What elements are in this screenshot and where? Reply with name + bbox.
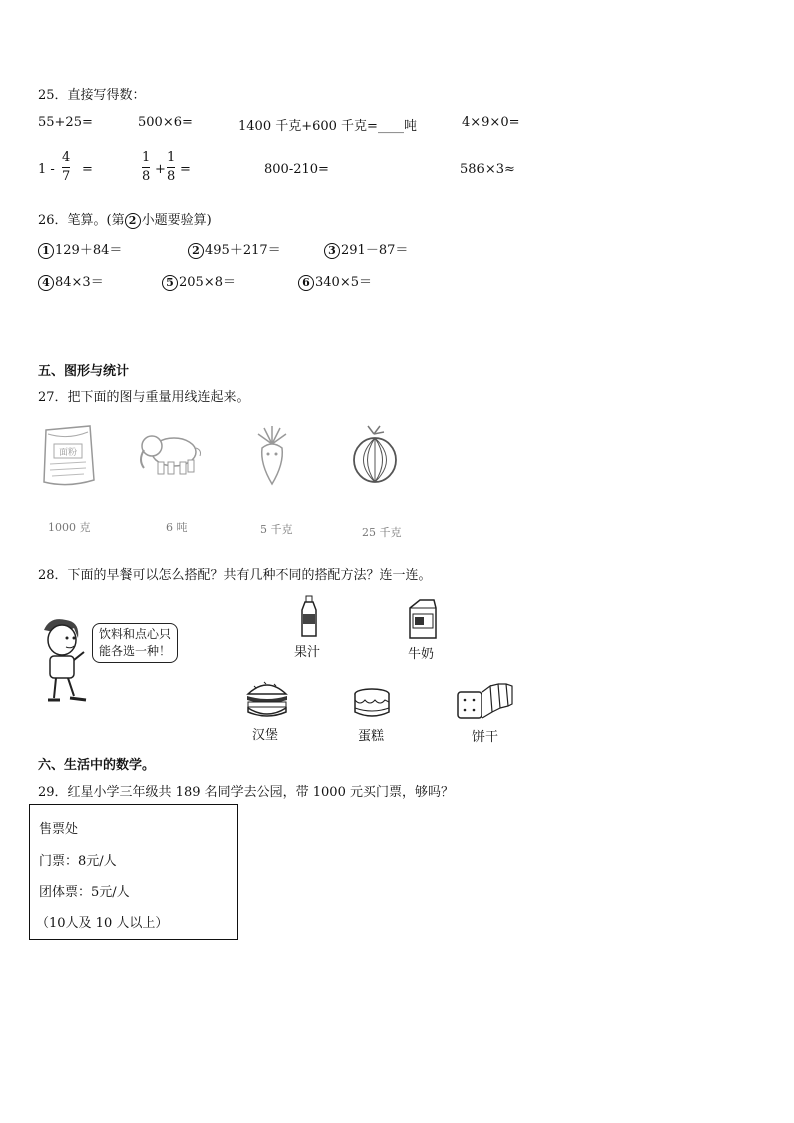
q25-item-1: 55+25= <box>38 115 93 130</box>
watermelon-icon <box>350 424 400 488</box>
speech-line-2: 能各选一种！ <box>99 644 172 658</box>
q25-fraction-4-7 <box>62 150 70 185</box>
section-5-title: 五、图形与统计 <box>38 364 130 379</box>
q26-item-6 <box>298 271 372 291</box>
weight-label-5kg: 5 千克 <box>260 523 293 536</box>
ticket-office-box <box>29 804 238 940</box>
q29-title: 29．红星小学三年级共 189 名同学去公园，带 1000 元买门票，够吗？ <box>38 785 454 800</box>
milk-carton-icon <box>404 598 440 640</box>
snack-hamburger-label: 汉堡 <box>252 728 279 743</box>
expression: 495＋217＝ <box>205 243 281 258</box>
q25-item-2: 500×6= <box>138 115 193 130</box>
circled-number: 4 <box>38 275 54 291</box>
q25-frac2-plus: + <box>155 162 166 177</box>
snack-cake-label: 蛋糕 <box>358 729 385 744</box>
juice-bottle-icon <box>298 594 320 638</box>
weight-label-6t: 6 吨 <box>166 521 188 534</box>
q25-title: 25．直接写得数： <box>38 88 146 103</box>
q26-title-start: 26．笔算。(第 <box>38 213 125 228</box>
denominator: 7 <box>62 169 71 184</box>
q27-title: 27．把下面的图与重量用线连起来。 <box>38 390 250 405</box>
q26-item-5 <box>162 271 236 291</box>
expression: 291－87＝ <box>341 243 409 258</box>
q26-title-end: 小题要验算) <box>141 213 212 228</box>
expression: 340×5＝ <box>315 275 372 290</box>
q26-title <box>38 209 212 229</box>
expression: 129＋84＝ <box>55 243 123 258</box>
boy-icon <box>34 616 96 708</box>
q26-item-2 <box>188 239 281 259</box>
circled-number: 1 <box>38 243 54 259</box>
numerator: 1 <box>142 150 151 165</box>
section-6-title: 六、生活中的数学。 <box>38 758 156 773</box>
circled-number: 5 <box>162 275 178 291</box>
q25-item-3: 1400 千克+600 千克=____吨 <box>238 119 417 134</box>
speech-bubble <box>92 623 178 663</box>
ticket-price-group: 团体票：5元/人 <box>39 885 130 900</box>
denominator: 8 <box>142 169 151 184</box>
circled-number: 2 <box>188 243 204 259</box>
expression: 205×8＝ <box>179 275 236 290</box>
ticket-price-single: 门票：8元/人 <box>39 854 117 869</box>
q25-item-8: 586×3≈ <box>460 162 515 177</box>
cake-icon <box>352 686 392 720</box>
fraction-bar <box>167 167 175 168</box>
weight-label-25kg: 25 千克 <box>362 526 402 539</box>
snack-biscuit-label: 饼干 <box>472 730 499 745</box>
denominator: 8 <box>167 169 176 184</box>
drink-milk-label: 牛奶 <box>408 647 435 662</box>
group-ticket-condition: （10人及 10 人以上） <box>36 916 169 931</box>
circled-number: 6 <box>298 275 314 291</box>
fraction-bar <box>62 167 70 168</box>
circled-number: 3 <box>324 243 340 259</box>
drink-juice-label: 果汁 <box>294 645 321 660</box>
q26-item-1 <box>38 239 122 259</box>
circled-number: 2 <box>125 213 141 229</box>
flour-bag-label: 面粉 <box>58 448 78 458</box>
ticket-box-title: 售票处 <box>39 822 79 837</box>
q25-frac1-prefix: 1 - <box>38 162 55 177</box>
q26-item-4 <box>38 271 104 291</box>
q25-fraction-1-8-a <box>142 150 150 185</box>
q25-fraction-1-8-b <box>167 150 175 185</box>
hamburger-icon <box>244 676 290 718</box>
numerator: 1 <box>167 150 176 165</box>
elephant-icon <box>136 428 206 478</box>
q26-item-3 <box>324 239 408 259</box>
biscuit-icon <box>456 682 514 722</box>
radish-icon <box>250 424 296 488</box>
expression: 84×3＝ <box>55 275 104 290</box>
q25-frac1-equals: = <box>82 162 93 177</box>
numerator: 4 <box>62 150 71 165</box>
speech-line-1: 饮料和点心只 <box>99 627 172 641</box>
q25-item-4: 4×9×0= <box>462 115 520 130</box>
q25-frac2-equals: = <box>180 162 191 177</box>
fraction-bar <box>142 167 150 168</box>
flour-bag-icon <box>38 420 98 490</box>
weight-label-1000g: 1000 克 <box>48 521 91 534</box>
q28-title: 28．下面的早餐可以怎么搭配？共有几种不同的搭配方法？连一连。 <box>38 568 432 583</box>
q25-item-7: 800-210= <box>264 162 329 177</box>
